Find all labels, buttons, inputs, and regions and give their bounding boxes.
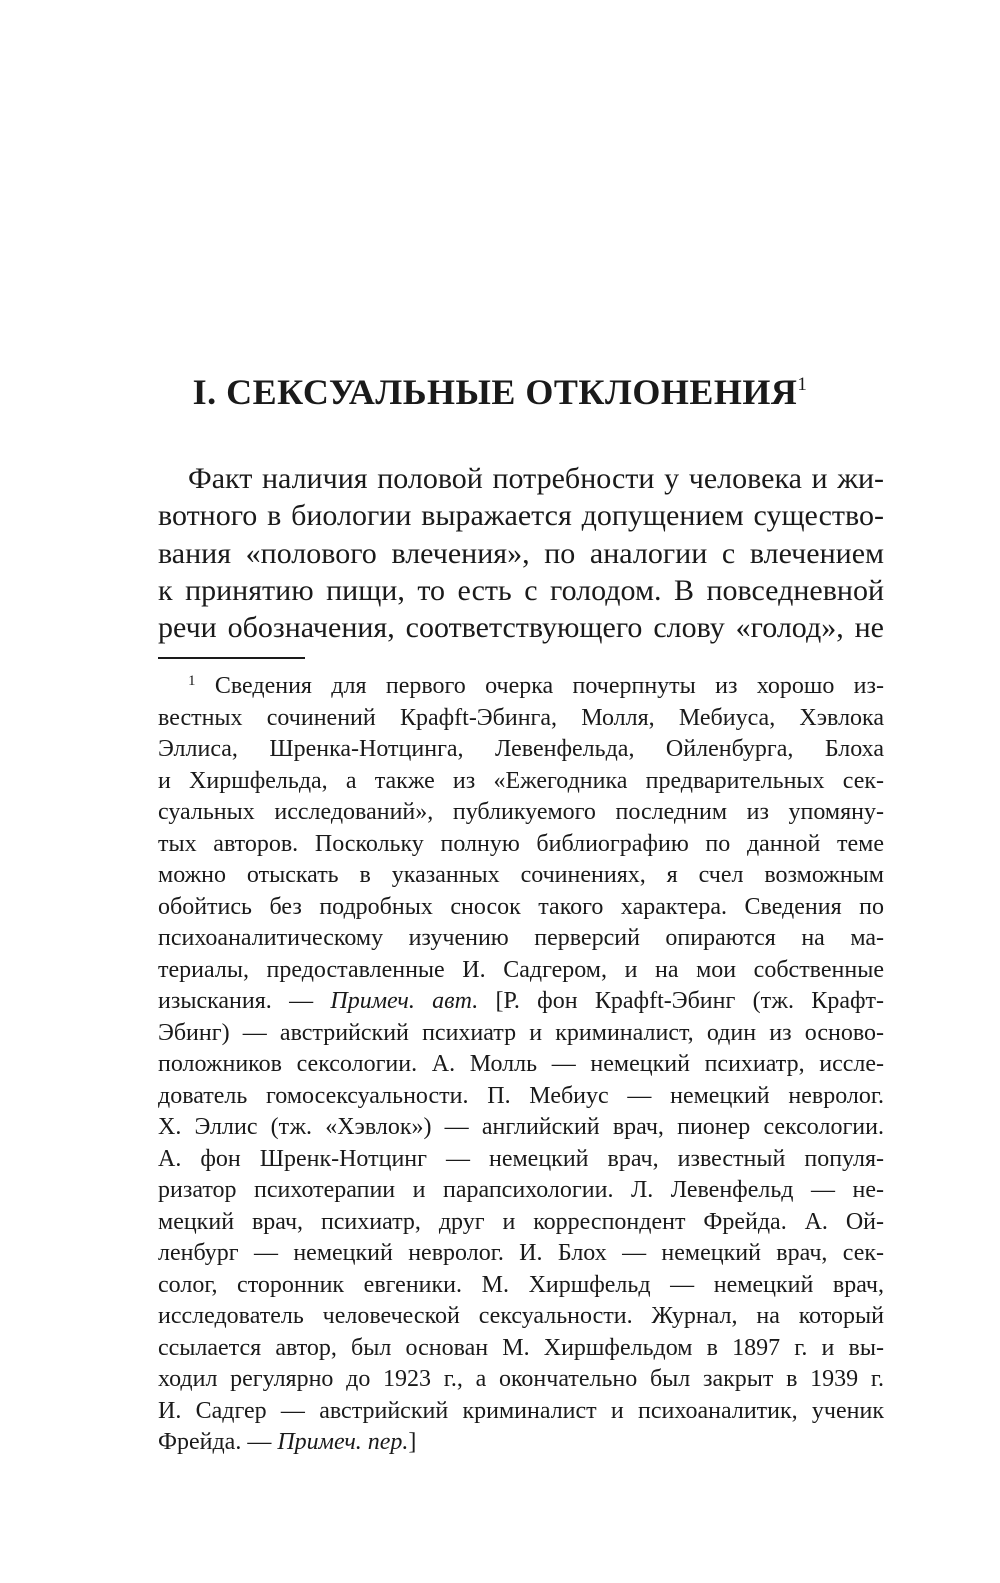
chapter-title-text: I. СЕКСУАЛЬНЫЕ ОТКЛОНЕНИЯ — [192, 372, 798, 412]
footnote — [158, 671, 884, 1459]
footnote-marker: 1 — [188, 673, 196, 689]
footnote-line: психоаналитическому изучению перверсий опираются на ма- — [158, 925, 884, 951]
footnote-line: Эллиса, Шренка-Нотцинга, Левенфельда, Ойленбурга, Блоха — [158, 736, 884, 762]
body-line: вания «полового влечения», по аналогии с влечением — [158, 536, 884, 570]
footnote-line: Фрейда. — Примеч. пер.] — [158, 1429, 417, 1455]
footnote-line: положников сексологии. А. Молль — немецкий психиатр, иссле- — [158, 1051, 884, 1077]
footnote-line: И. Садгер — австрийский криминалист и психоаналитик, ученик — [158, 1397, 884, 1424]
footnote-line: Эбинг) — австрийский психиатр и криминалист, один из осново- — [158, 1019, 884, 1046]
footnote-line: солог, сторонник евгеники. М. Хиршфельд — немецкий врач, — [158, 1271, 884, 1298]
footnote-line: суальных исследований», публикуемого последним из упомяну- — [158, 799, 884, 825]
footnote-line: мецкий врач, психиатр, друг и корреспондент Фрейда. А. Ой- — [158, 1208, 884, 1235]
footnote-line: исследователь человеческой сексуальности. Журнал, на который — [158, 1303, 884, 1329]
footnote-line: ссылается автор, был основан М. Хиршфельдом в 1897 г. и вы- — [158, 1334, 884, 1361]
body-line: к принятию пищи, то есть с голодом. В повседневной — [158, 573, 884, 607]
footnote-line: ленбург — немецкий невролог. И. Блох — немецкий врач, сек- — [158, 1240, 884, 1266]
chapter-title — [0, 366, 1000, 418]
footnote-line: можно отыскать в указанных сочинениях, я счел возможным — [158, 862, 884, 888]
body-line: Факт наличия половой потребности у человека и жи- — [188, 462, 884, 495]
body-paragraph — [158, 460, 884, 646]
body-line: речи обозначения, соответствующего слову «голод», не — [158, 611, 884, 645]
footnote-line: тых авторов. Поскольку полную библиографию по данной теме — [158, 830, 884, 857]
footnote-line: изыскания. — Примеч. авт. [Р. фон Крафft-Эбинг (тж. Крафт- — [158, 988, 884, 1014]
footnote-line: $^1$ Сведения для первого очерка почерпнуты из хорошо из- — [188, 673, 885, 699]
footnote-line: Х. Эллис (тж. «Хэвлок») — английский врач, пионер сексологии. — [158, 1114, 884, 1140]
footnote-line: териалы, предоставленные И. Садгером, и на мои собственные — [158, 956, 884, 983]
body-line: вотного в биологии выражается допущением существо- — [158, 499, 884, 533]
footnote-line: ризатор психотерапии и парапсихологии. Л. Левенфельд — не- — [158, 1177, 884, 1203]
footnote-line: А. фон Шренк-Нотцинг — немецкий врач, известный популя- — [158, 1145, 884, 1172]
author-note-label: Примеч. авт. — [330, 988, 479, 1014]
footnote-separator — [158, 657, 305, 659]
footnote-line: дователь гомосексуальности. П. Мебиус — немецкий невролог. — [158, 1082, 884, 1109]
footnote-reference: 1 — [797, 374, 808, 395]
footnote-line: ходил регулярно до 1923 г., а окончательно был закрыт в 1939 г. — [158, 1366, 884, 1392]
translator-note-label: Примеч. пер. — [277, 1429, 409, 1455]
footnote-line: и Хиршфельда, а также из «Ежегодника предварительных сек- — [158, 767, 884, 794]
footnote-line: вестных сочинений Крафft-Эбинга, Молля, Мебиуса, Хэвлока — [158, 704, 884, 731]
footnote-line: обойтись без подробных сносок такого характера. Сведения по — [158, 893, 884, 920]
